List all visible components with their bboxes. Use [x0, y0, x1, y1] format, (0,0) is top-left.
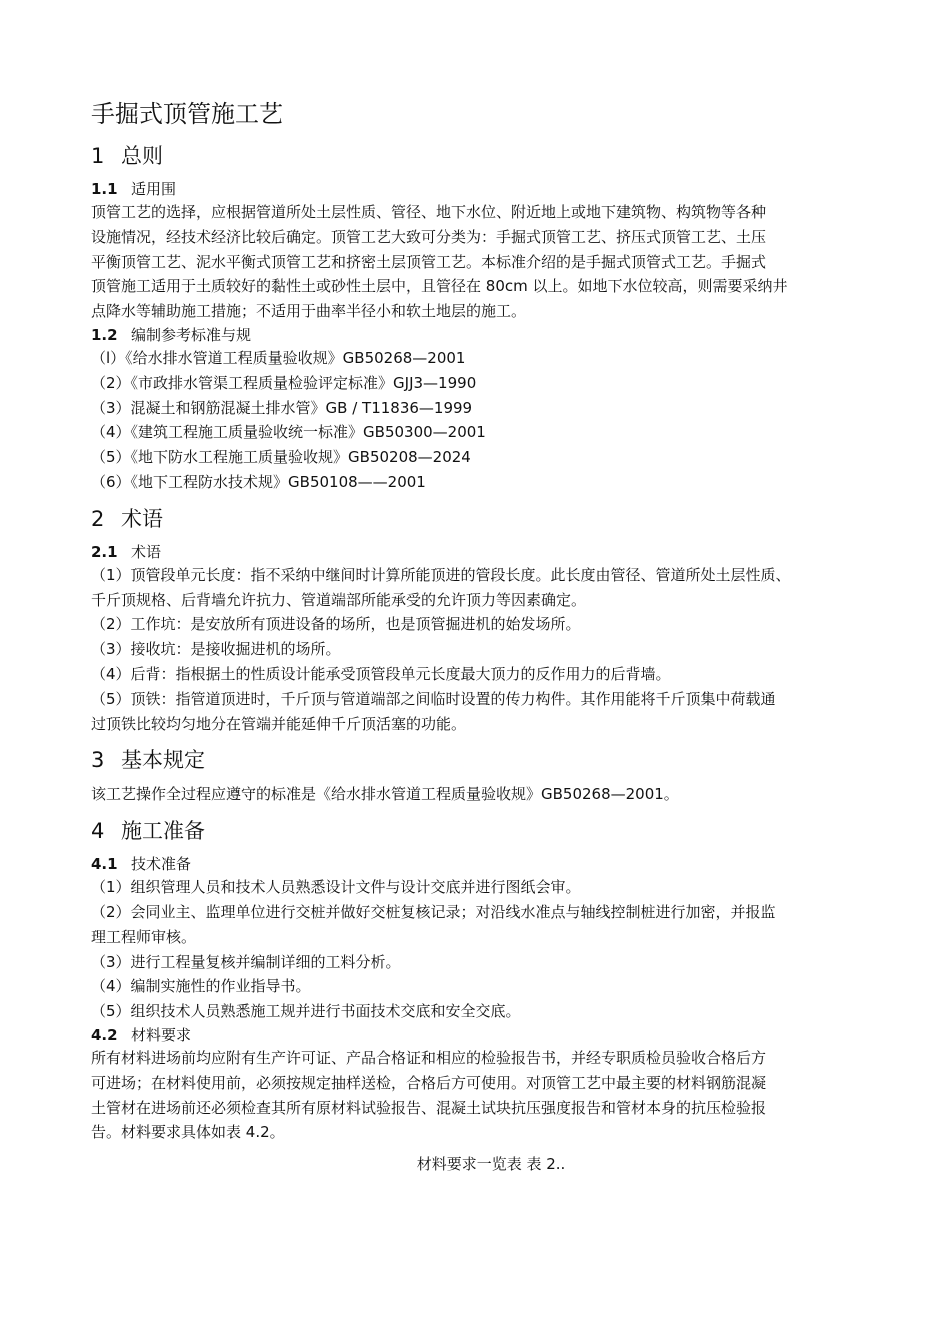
section-number: 3 [91, 748, 105, 773]
technical-prep-list [91, 875, 881, 1024]
text-line: （4）后背：指根据土的性质设计能承受顶管段单元长度最大顶力的反作用力的后背墙。 [91, 664, 671, 683]
section-title: 施工准备 [121, 819, 205, 844]
text-line: 过顶铁比较均匀地分在管端并能延伸千斤顶活塞的功能。 [91, 714, 467, 733]
subsection-heading [91, 853, 881, 875]
section-title: 术语 [121, 506, 163, 531]
paragraph [91, 1046, 881, 1145]
subsection-number: 1.1 [91, 180, 118, 198]
text-line: 千斤顶规格、后背墙允许抗力、管道端部所能承受的允许顶力等因素确定。 [91, 590, 587, 609]
section-title: 基本规定 [121, 748, 205, 773]
subsection-heading [91, 1024, 881, 1046]
paragraph [91, 200, 881, 324]
text-line: 平衡顶管工艺、泥水平衡式顶管工艺和挤密土层顶管工艺。本标准介绍的是手掘式顶管式工艺。手掘式 [91, 252, 767, 271]
text-line: 顶管施工适用于土质较好的黏性土或砂性土层中，且管径在 80cm 以上。如地下水位较高，则需要采纳井 [91, 277, 788, 296]
list-item: （4）《建筑工程施工质量验收统一标准》GB50300—2001 [91, 423, 486, 442]
subsection-title: 编制参考标准与规 [131, 325, 252, 344]
section-number: 2 [91, 506, 105, 531]
text-line: 该工艺操作全过程应遵守的标准是《给水排水管道工程质量验收规》GB50268—2001。 [91, 785, 679, 804]
subsection-heading [91, 324, 881, 346]
list-item: （5）《地下防水工程施工质量验收规》GB50208—2024 [91, 448, 471, 467]
reference-list [91, 346, 881, 495]
text-line: （2）工作坑：是安放所有顶进设备的场所，也是顶管掘进机的始发场所。 [91, 615, 581, 634]
text-line: （1）顶管段单元长度：指不采纳中继间时计算所能顶进的管段长度。此长度由管径、管道所处土层性质、 [91, 565, 791, 584]
section-heading [91, 742, 881, 778]
section-heading [91, 138, 881, 174]
subsection-title: 材料要求 [131, 1025, 192, 1044]
subsection-title: 技术准备 [131, 855, 192, 874]
text-line: （3）进行工程量复核并编制详细的工料分析。 [91, 952, 401, 971]
list-item: （l）《给水排水管道工程质量验收规》GB50268—2001 [91, 348, 466, 367]
text-line: 所有材料进场前均应附有生产许可证、产品合格证和相应的检验报告书，并经专职质检员验收合格后方 [91, 1048, 767, 1067]
text-line: 告。材料要求具体如表 4.2。 [91, 1123, 285, 1142]
subsection-title: 术语 [131, 542, 162, 561]
subsection-heading [91, 178, 881, 200]
text-line: （1）组织管理人员和技术人员熟悉设计文件与设计交底并进行图纸会审。 [91, 878, 581, 897]
term-list [91, 563, 881, 737]
subsection-title: 适用围 [131, 180, 177, 198]
section-heading [91, 501, 881, 537]
table-caption: 材料要求一览表 表 2.. [416, 1155, 566, 1174]
text-line: 可进场；在材料使用前，必须按规定抽样送检，合格后方可使用。对顶管工艺中最主要的材料钢筋混凝 [91, 1073, 767, 1092]
text-line: 土管材在进场前还必须检查其所有原材料试验报告、混凝土试块抗压强度报告和管材本身的抗压检验报 [91, 1098, 767, 1117]
text-line: （3）接收坑：是接收掘进机的场所。 [91, 640, 341, 659]
list-item: （3）混凝土和钢筋混凝土排水管》GB / T11836—1999 [91, 398, 473, 417]
section-title: 总则 [121, 144, 163, 168]
subsection-number: 1.2 [91, 325, 118, 344]
section-number: 4 [91, 819, 105, 844]
text-line: 点降水等辅助施工措施；不适用于曲率半径小和软土地层的施工。 [91, 302, 527, 321]
section-heading [91, 813, 881, 849]
text-line: （5）顶铁：指管道顶进时，千斤顶与管道端部之间临时设置的传力构件。其作用能将千斤顶集中荷载通 [91, 689, 776, 708]
subsection-number: 4.1 [91, 855, 118, 874]
subsection-number: 2.1 [91, 542, 118, 561]
text-line: （2）会同业主、监理单位进行交桩并做好交桩复核记录；对沿线水准点与轴线控制桩进行加密，并报监 [91, 902, 776, 921]
subsection-heading [91, 541, 881, 563]
document-title: 手掘式顶管施工艺 [91, 100, 283, 128]
document-page [91, 92, 881, 1177]
text-line: （5）组织技术人员熟悉施工规并进行书面技术交底和安全交底。 [91, 1002, 521, 1021]
text-line: （4）编制实施性的作业指导书。 [91, 977, 311, 996]
text-line: 设施情况，经技术经济比较后确定。顶管工艺大致可分类为：手掘式顶管工艺、挤压式顶管工艺、土压 [91, 227, 767, 246]
subsection-number: 4.2 [91, 1025, 118, 1044]
section-number: 1 [91, 144, 105, 168]
list-item: （6）《地下工程防水技术规》GB50108——2001 [91, 472, 426, 491]
list-item: （2）《市政排水管渠工程质量检验评定标准》GJJ3—1990 [91, 373, 477, 392]
text-line: 理工程师审核。 [91, 927, 197, 946]
text-line: 顶管工艺的选择，应根据管道所处土层性质、管径、地下水位、附近地上或地下建筑物、构筑物等各种 [91, 203, 767, 221]
